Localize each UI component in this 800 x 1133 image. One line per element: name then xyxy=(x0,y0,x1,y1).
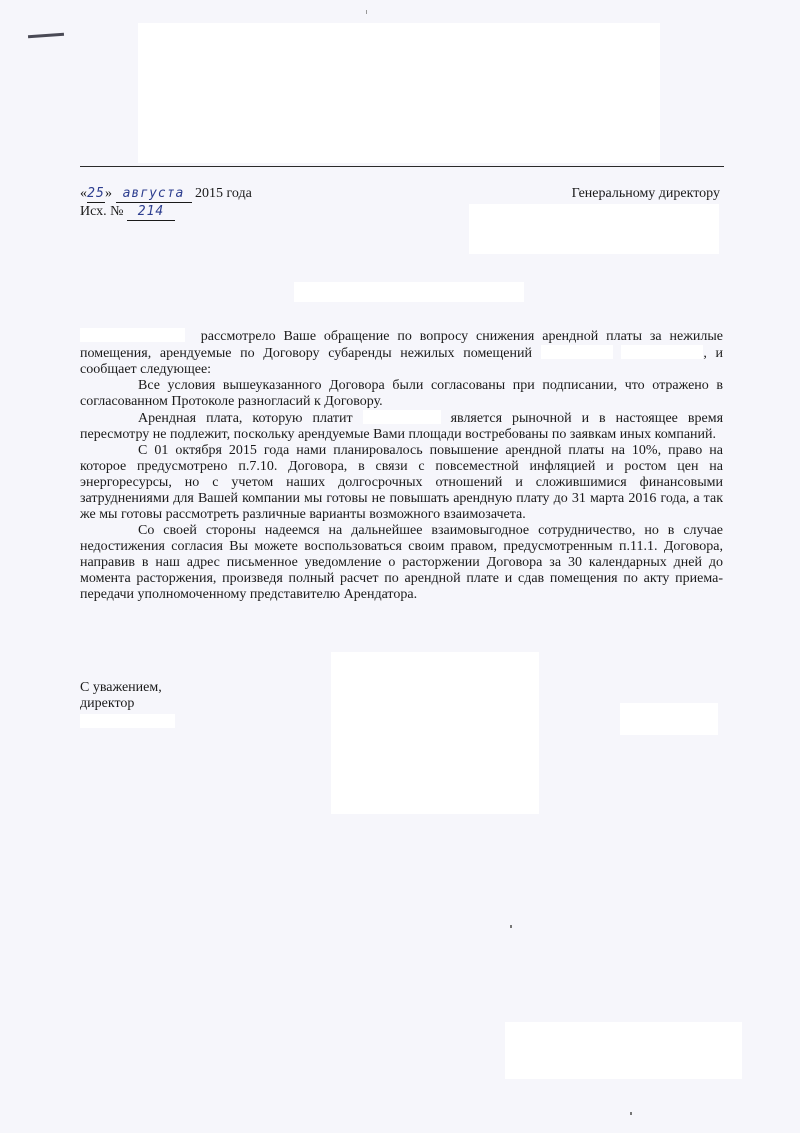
letterhead-divider xyxy=(80,166,724,167)
redacted-letterhead xyxy=(138,23,660,163)
paragraph-2: Все условия вышеуказанного Договора были согласованы при подписании, что отражено в согласованном Протоколе разногласий к Договору. xyxy=(80,378,723,409)
paragraph-3: Арендная плата, которую платит является рыночной и в настоящее время пересмотру не подлежит, поскольку арендуемые Вами площади востребованы по заявкам иных компаний. xyxy=(80,411,724,442)
scan-mark xyxy=(28,33,64,39)
redacted-contract-ref xyxy=(541,345,613,359)
date-year: 2015 года xyxy=(195,186,252,201)
paragraph-5: Со своей стороны надеемся на дальнейшее взаимовыгодное сотрудничество, но в случае недостижения согласия Вы можете воспользоваться своим правом, предусмотренным п.11.1. Договора, направив в наш адрес письменное уведомление о расторжении Договора за 30 календарных дней до момента расторжения, произведя полный расчет по арендной плате и сдав помещения по акту приема-передачи уполномоченному представителю Арендатора. xyxy=(80,523,723,602)
redacted-contract-ref-2 xyxy=(621,345,703,359)
redacted-signatory-name xyxy=(620,703,718,735)
ref-number-value: 214 xyxy=(127,204,175,221)
redacted-position-detail xyxy=(80,714,175,728)
letter-body xyxy=(80,328,723,603)
scan-speck xyxy=(630,1112,632,1115)
redacted-recipient xyxy=(469,204,719,254)
redacted-footer xyxy=(505,1022,742,1079)
redacted-signature-stamp xyxy=(331,652,539,814)
paragraph-4: С 01 октября 2015 года нами планировалось повышение арендной платы на 10%, право на которое предусмотрено п.7.10. Договора, в связи с повсеместной инфляцией и ростом цен на энергоресурсы, но с учетом наших долгосрочных отношений и сложившимися финансовыми затруднениями для Вашей компании мы готовы не повышать арендную плату до 31 марта 2016 года, а так же мы готовы рассмотреть различные варианты возможного взаимозачета. xyxy=(80,443,723,522)
signatory-position: директор xyxy=(80,696,135,711)
redacted-company-name xyxy=(80,328,185,342)
recipient-title: Генеральному директору xyxy=(571,186,720,201)
redacted-tenant-name xyxy=(363,410,441,424)
closing-salutation: С уважением, xyxy=(80,680,162,695)
reference-number: Исх. № 214 xyxy=(80,204,175,221)
date-month: августа xyxy=(116,186,192,203)
redacted-subject xyxy=(294,282,524,302)
date-day: 25 xyxy=(87,186,105,201)
scan-speck xyxy=(510,925,512,928)
scan-speck xyxy=(366,10,367,14)
paragraph-1: рассмотрело Ваше обращение по вопросу снижения арендной платы за нежилые помещения, арендуемые по Договору субаренды нежилых помещений , и сообщает следующее: xyxy=(80,329,724,377)
letter-date: «25» августа 2015 года xyxy=(80,186,252,201)
